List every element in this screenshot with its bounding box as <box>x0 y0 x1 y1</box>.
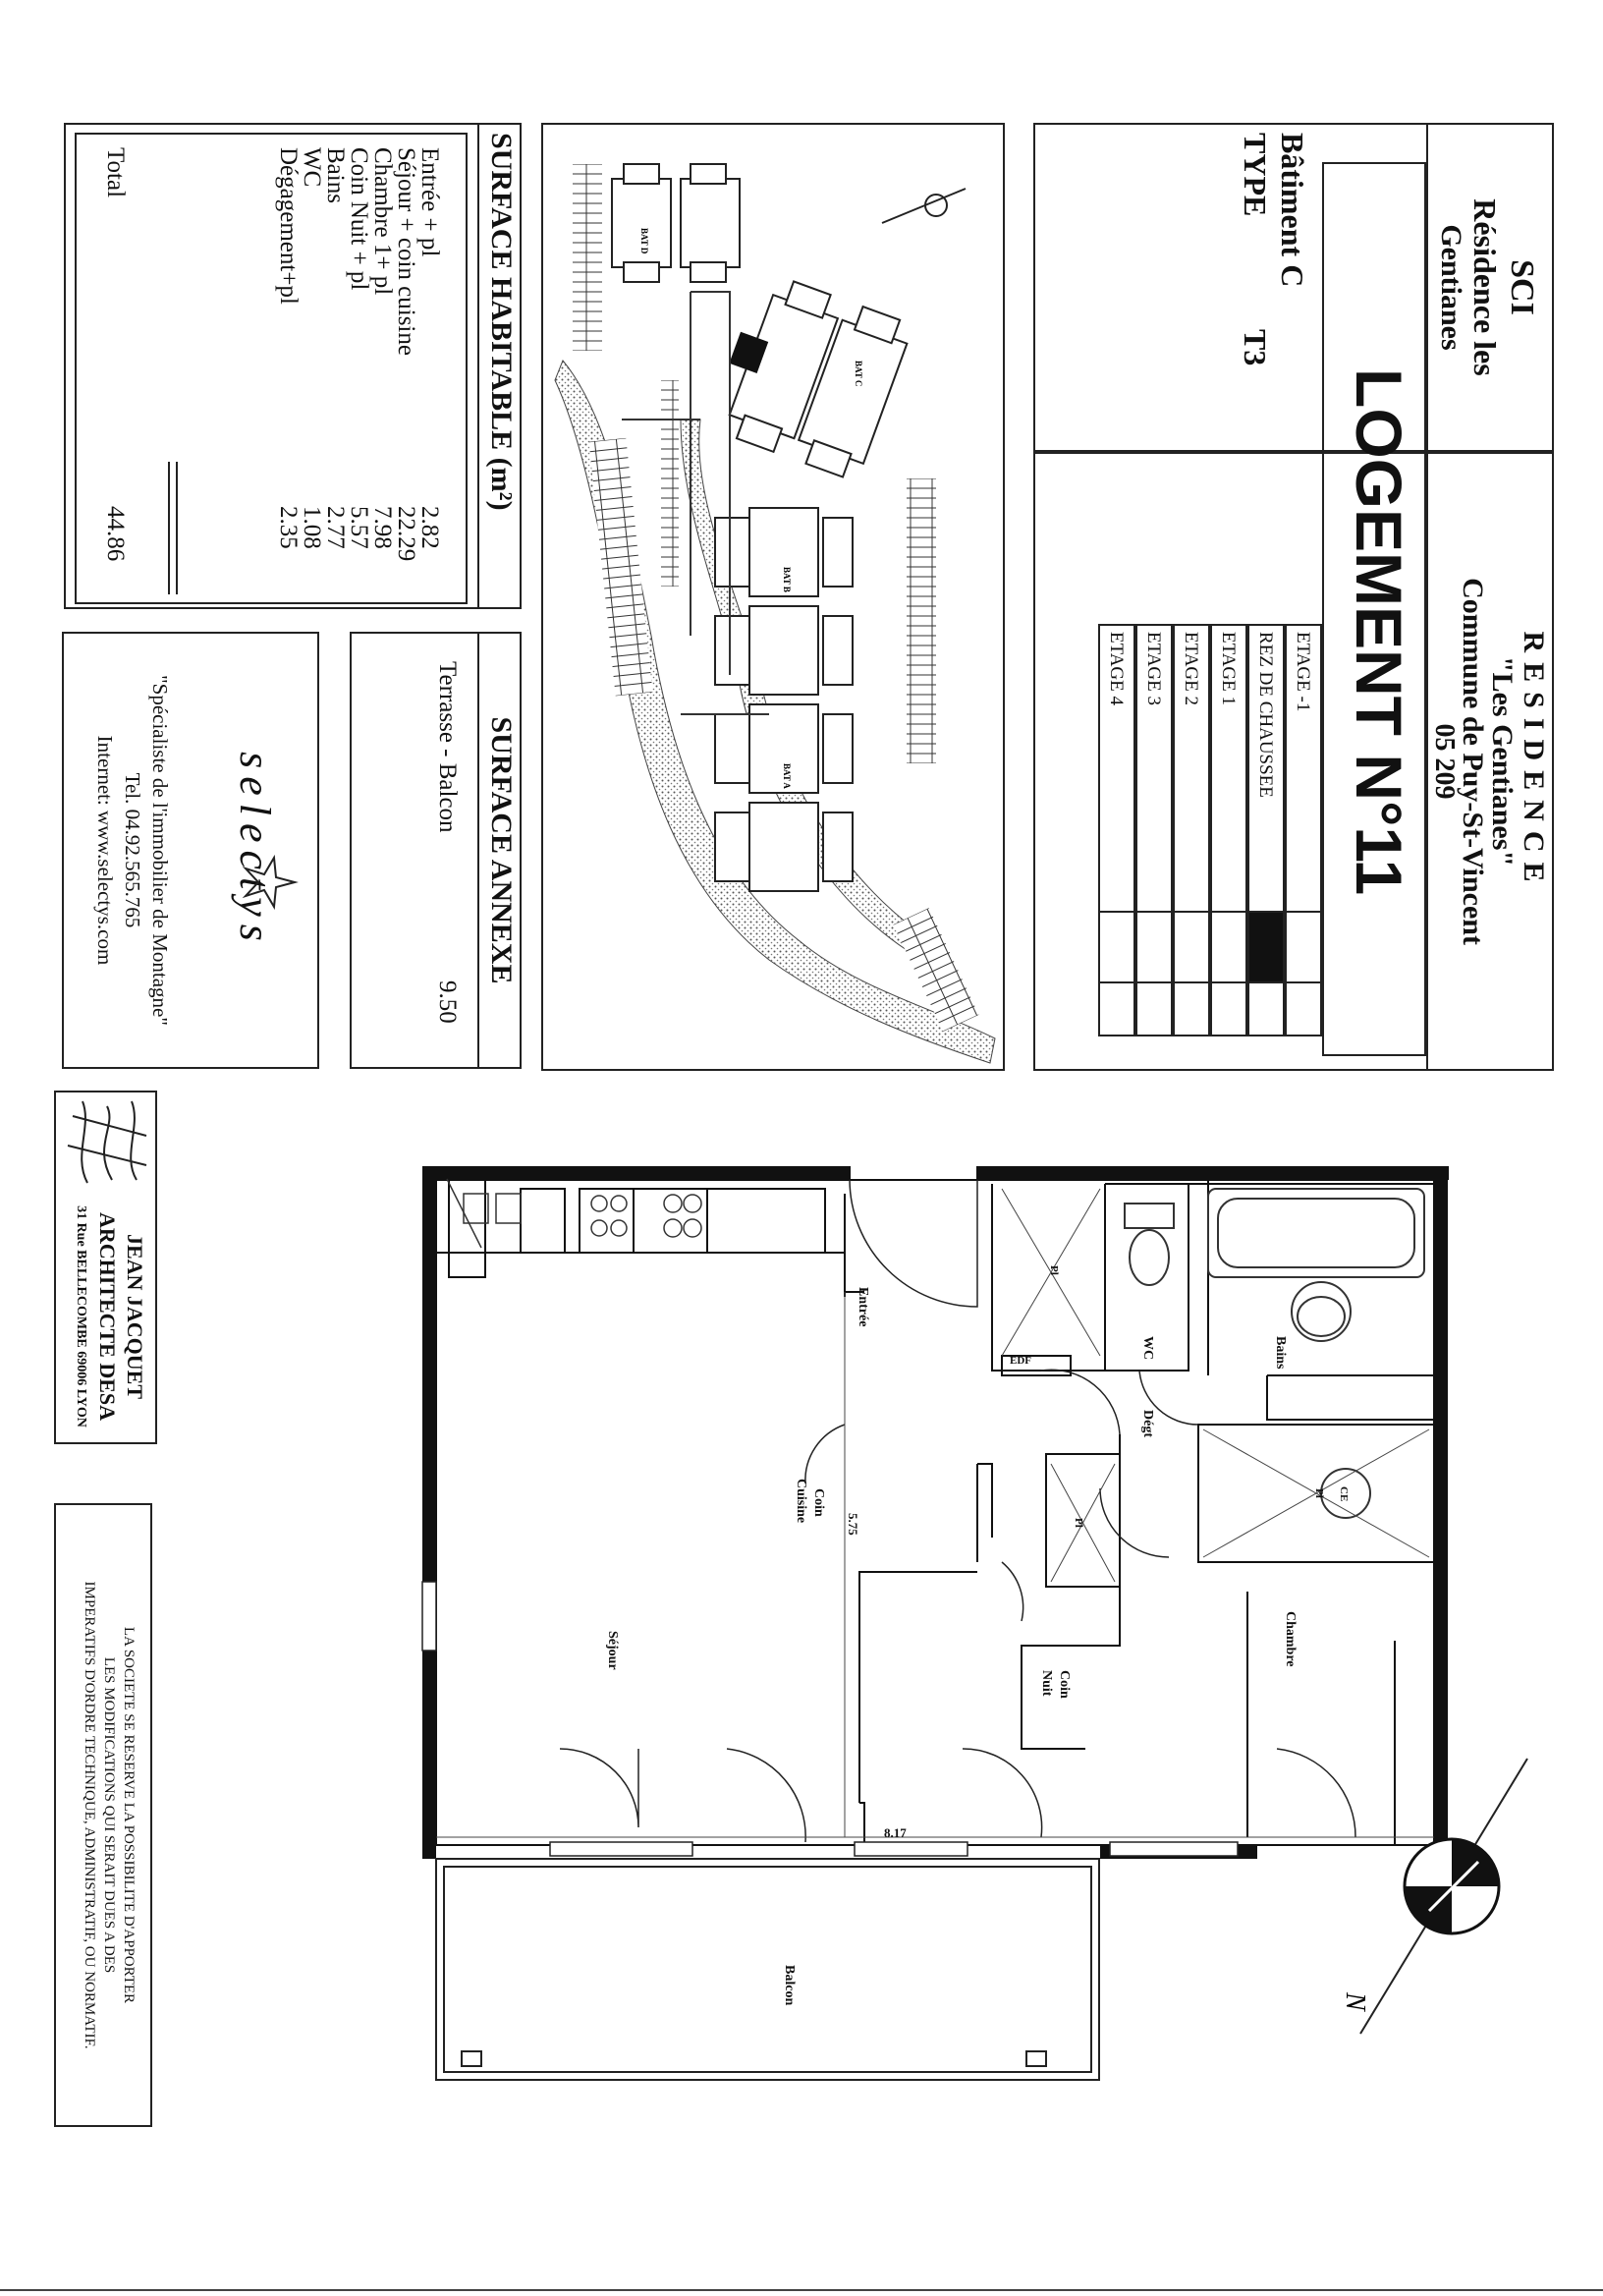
annexe-label: Terrasse - Balcon <box>434 661 461 833</box>
surface-annexe-title: SURFACE ANNEXE <box>485 716 518 984</box>
type-label: TYPE <box>1238 133 1273 217</box>
floor-label: ETAGE 1 <box>1218 632 1239 705</box>
surface-row-label: Coin Nuit + pl <box>346 147 372 291</box>
room-balcon: Balcon <box>782 1965 797 2006</box>
floor-marker <box>1287 911 1320 983</box>
windows <box>422 1582 1238 1856</box>
floor-label: ETAGE 4 <box>1106 632 1127 705</box>
north-label: N <box>1340 1992 1370 2011</box>
total-label: Total <box>102 147 129 198</box>
steps-1 <box>573 164 602 351</box>
room-coin-cuisine-2: Cuisine <box>794 1479 808 1524</box>
surface-row-value: 2.35 <box>275 506 302 549</box>
info-panel <box>1033 123 1554 1071</box>
surface-annexe-panel <box>350 632 522 1069</box>
agency-panel <box>62 632 319 1069</box>
page-bottom-rule <box>0 2289 1603 2291</box>
architect-name: JEAN JACQUET <box>123 1233 147 1400</box>
floor-row <box>1210 624 1247 1036</box>
type-value: T3 <box>1238 329 1273 366</box>
dimension-575: 5.75 <box>846 1513 860 1536</box>
sci-line1: SCI <box>1504 259 1540 315</box>
floor-row <box>1135 624 1173 1036</box>
toilet <box>1125 1204 1174 1285</box>
logement-title: LOGEMENT N°11 <box>1343 368 1415 896</box>
floor-row <box>1247 624 1285 1036</box>
floor-row <box>1285 624 1322 1036</box>
surface-row-label: Séjour + coin cuisine <box>393 147 419 356</box>
commune: Commune de Puy-St-Vincent <box>1457 578 1489 945</box>
floor-label: ETAGE 2 <box>1181 632 1201 705</box>
floor-marker <box>1212 911 1245 983</box>
bat-b-label: BAT B <box>782 567 792 592</box>
disclaimer-line3: IMPERATIFS D'ORDRE TECHNIQUE, ADMINISTRATIF, OU NORMATIF. <box>82 1581 97 2049</box>
steps-4 <box>907 478 936 763</box>
floor-table <box>1033 624 1322 1036</box>
surface-row-label: WC <box>299 147 325 188</box>
steps-3 <box>661 380 679 587</box>
pl-nuit: Pl <box>1073 1518 1084 1528</box>
architect-title: ARCHITECTE DESA <box>95 1211 120 1422</box>
surface-habitable-title: SURFACE HABITABLE (m²) <box>485 133 518 511</box>
room-bains: Bains <box>1273 1336 1288 1370</box>
agency-tel: Tel. 04.92.565.765 <box>121 772 144 928</box>
room-chambre: Chambre <box>1283 1611 1298 1667</box>
residence-title: RESIDENCE <box>1518 631 1550 892</box>
bat-a-label: BAT A <box>782 763 792 789</box>
surface-habitable-panel <box>64 123 522 609</box>
architect-panel <box>54 1091 157 1444</box>
room-edf: EDF <box>1010 1355 1031 1367</box>
surface-habitable-inner <box>477 123 522 609</box>
surface-row-value: 2.82 <box>416 506 443 549</box>
batiment-label: Bâtiment C <box>1275 133 1310 288</box>
surface-row-value: 5.57 <box>346 506 372 549</box>
residence-name: "Les Gentianes" <box>1486 655 1519 868</box>
steps-2 <box>589 438 653 697</box>
pl-entree: Pl <box>1048 1265 1060 1275</box>
surface-row-value: 2.77 <box>322 506 349 549</box>
room-degt: Dégt <box>1140 1410 1155 1437</box>
star-icon <box>241 853 300 912</box>
floor-label: ETAGE -1 <box>1293 632 1313 712</box>
surface-row-value: 7.98 <box>369 506 396 549</box>
floor-marker <box>1100 911 1133 983</box>
agency-slogan: "Spécialiste de l'immobilier de Montagne" <box>148 675 172 1026</box>
building-d <box>612 164 740 282</box>
disclaimer-panel <box>54 1503 152 2127</box>
floor-marker <box>1175 911 1208 983</box>
balcony <box>436 1859 1099 2080</box>
floor-row <box>1173 624 1210 1036</box>
dimensions <box>436 1292 1434 1837</box>
floor-label: ETAGE 3 <box>1143 632 1164 705</box>
floor-label: REZ DE CHAUSSEE <box>1255 632 1276 798</box>
agency-logo: selectys <box>231 752 279 949</box>
floor-row <box>1098 624 1135 1036</box>
bat-c-label: BAT C <box>854 361 863 387</box>
room-entree: Entrée <box>856 1287 870 1327</box>
sci-line3: Gentianes <box>1435 224 1467 351</box>
total-value: 44.86 <box>102 506 129 562</box>
pl-chambre: Pl <box>1313 1488 1325 1498</box>
room-coin-cuisine-1: Coin <box>811 1488 826 1517</box>
disclaimer-line1: LA SOCIETE SE RESERVE LA POSSIBILITE D'APPORTER <box>121 1626 137 2004</box>
room-coin-nuit-2: Nuit <box>1039 1670 1054 1697</box>
disclaimer-line2: LES MODIFICATIONS QUI SERAIT DUES A DES <box>101 1656 117 1974</box>
annexe-value: 9.50 <box>434 980 461 1024</box>
dimension-817: 8.17 <box>884 1825 907 1840</box>
architect-address: 31 Rue BELLECOMBE 69006 LYON <box>74 1205 88 1428</box>
placards <box>1002 1189 1429 1582</box>
exterior-walls <box>422 1166 1449 1859</box>
surface-row-value: 22.29 <box>393 506 419 562</box>
floor-marker <box>1137 911 1171 983</box>
agency-internet: Internet: www.selectys.com <box>93 735 117 966</box>
building-c <box>723 276 913 481</box>
surface-row-label: Entrée + pl <box>416 147 443 257</box>
surface-row-value: 1.08 <box>299 506 325 549</box>
bathtub <box>1208 1189 1424 1518</box>
floor-marker <box>1249 911 1283 983</box>
site-plan <box>543 125 1003 1069</box>
architect-logo <box>61 1096 151 1187</box>
room-sejour: Séjour <box>605 1631 620 1670</box>
postcode: 05 209 <box>1429 723 1460 800</box>
surface-row-label: Chambre 1+ pl <box>369 147 396 296</box>
site-north-arrow <box>882 189 966 223</box>
ce-label: CE <box>1338 1486 1350 1502</box>
surface-row-label: Dégagement+pl <box>275 147 302 305</box>
north-compass <box>1340 1749 1532 2044</box>
room-wc: WC <box>1140 1336 1155 1361</box>
doors <box>560 1180 1355 1842</box>
total-divider <box>168 462 178 594</box>
surface-row-label: Bains <box>322 147 349 203</box>
room-coin-nuit-1: Coin <box>1057 1670 1072 1699</box>
bat-d-label: BAT D <box>639 228 649 254</box>
sci-line2: Résidence les <box>1467 198 1503 376</box>
